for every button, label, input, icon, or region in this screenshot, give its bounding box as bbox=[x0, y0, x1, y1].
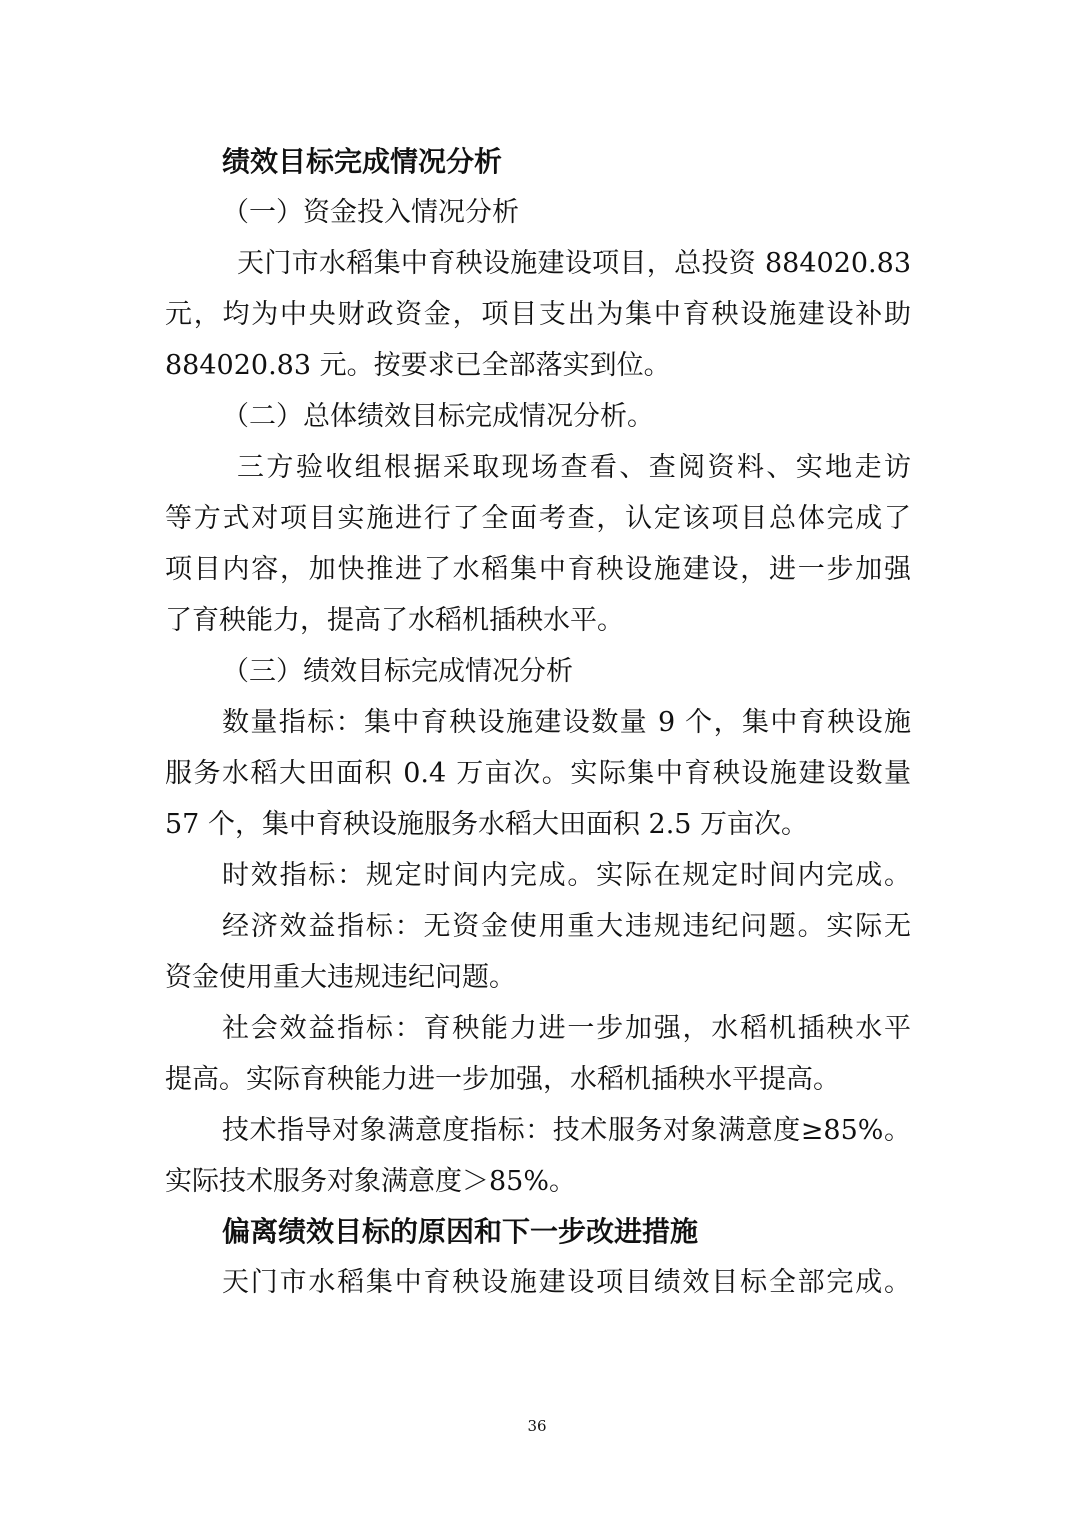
funding-paragraph-line: 884020.83 元。按要求已全部落实到位。 bbox=[165, 350, 671, 381]
page-number: 36 bbox=[527, 1417, 547, 1435]
funding-paragraph-line: 天门市水稻集中育秧设施建设项目，总投资 884020.83 bbox=[237, 248, 911, 279]
section-heading-performance-analysis: 绩效目标完成情况分析 bbox=[222, 145, 503, 178]
economic-indicator-line: 经济效益指标：无资金使用重大违规违纪问题。实际无 bbox=[222, 911, 911, 942]
subsection-title-goal-completion: （三）绩效目标完成情况分析 bbox=[222, 656, 573, 687]
timeliness-indicator-line: 时效指标：规定时间内完成。实际在规定时间内完成。 bbox=[222, 860, 911, 891]
economic-indicator-line: 资金使用重大违规违纪问题。 bbox=[165, 962, 516, 993]
satisfaction-indicator-line: 实际技术服务对象满意度＞85%。 bbox=[165, 1166, 577, 1197]
quantity-indicator-line: 57 个，集中育秧设施服务水稻大田面积 2.5 万亩次。 bbox=[165, 809, 809, 840]
satisfaction-indicator-line: 技术指导对象满意度指标：技术服务对象满意度≥85%。 bbox=[222, 1115, 911, 1146]
subsection-title-funding: （一）资金投入情况分析 bbox=[222, 197, 519, 228]
social-indicator-line: 提高。实际育秧能力进一步加强，水稻机插秧水平提高。 bbox=[165, 1064, 840, 1095]
subsection-title-overall-goals: （二）总体绩效目标完成情况分析。 bbox=[222, 401, 654, 432]
overall-goals-paragraph-line: 项目内容，加快推进了水稻集中育秧设施建设，进一步加强 bbox=[165, 554, 911, 585]
section-heading-deviation-causes: 偏离绩效目标的原因和下一步改进措施 bbox=[222, 1215, 699, 1248]
quantity-indicator-line: 服务水稻大田面积 0.4 万亩次。实际集中育秧设施建设数量 bbox=[165, 758, 911, 789]
overall-goals-paragraph-line: 了育秧能力，提高了水稻机插秧水平。 bbox=[165, 605, 624, 636]
deviation-paragraph-line: 天门市水稻集中育秧设施建设项目绩效目标全部完成。 bbox=[222, 1267, 911, 1298]
overall-goals-paragraph-line: 等方式对项目实施进行了全面考查，认定该项目总体完成了 bbox=[165, 503, 911, 534]
quantity-indicator-line: 数量指标：集中育秧设施建设数量 9 个，集中育秧设施 bbox=[222, 707, 911, 738]
funding-paragraph-line: 元，均为中央财政资金，项目支出为集中育秧设施建设补助 bbox=[165, 299, 911, 330]
social-indicator-line: 社会效益指标：育秧能力进一步加强，水稻机插秧水平 bbox=[222, 1013, 911, 1044]
overall-goals-paragraph-line: 三方验收组根据采取现场查看、查阅资料、实地走访 bbox=[237, 452, 911, 483]
